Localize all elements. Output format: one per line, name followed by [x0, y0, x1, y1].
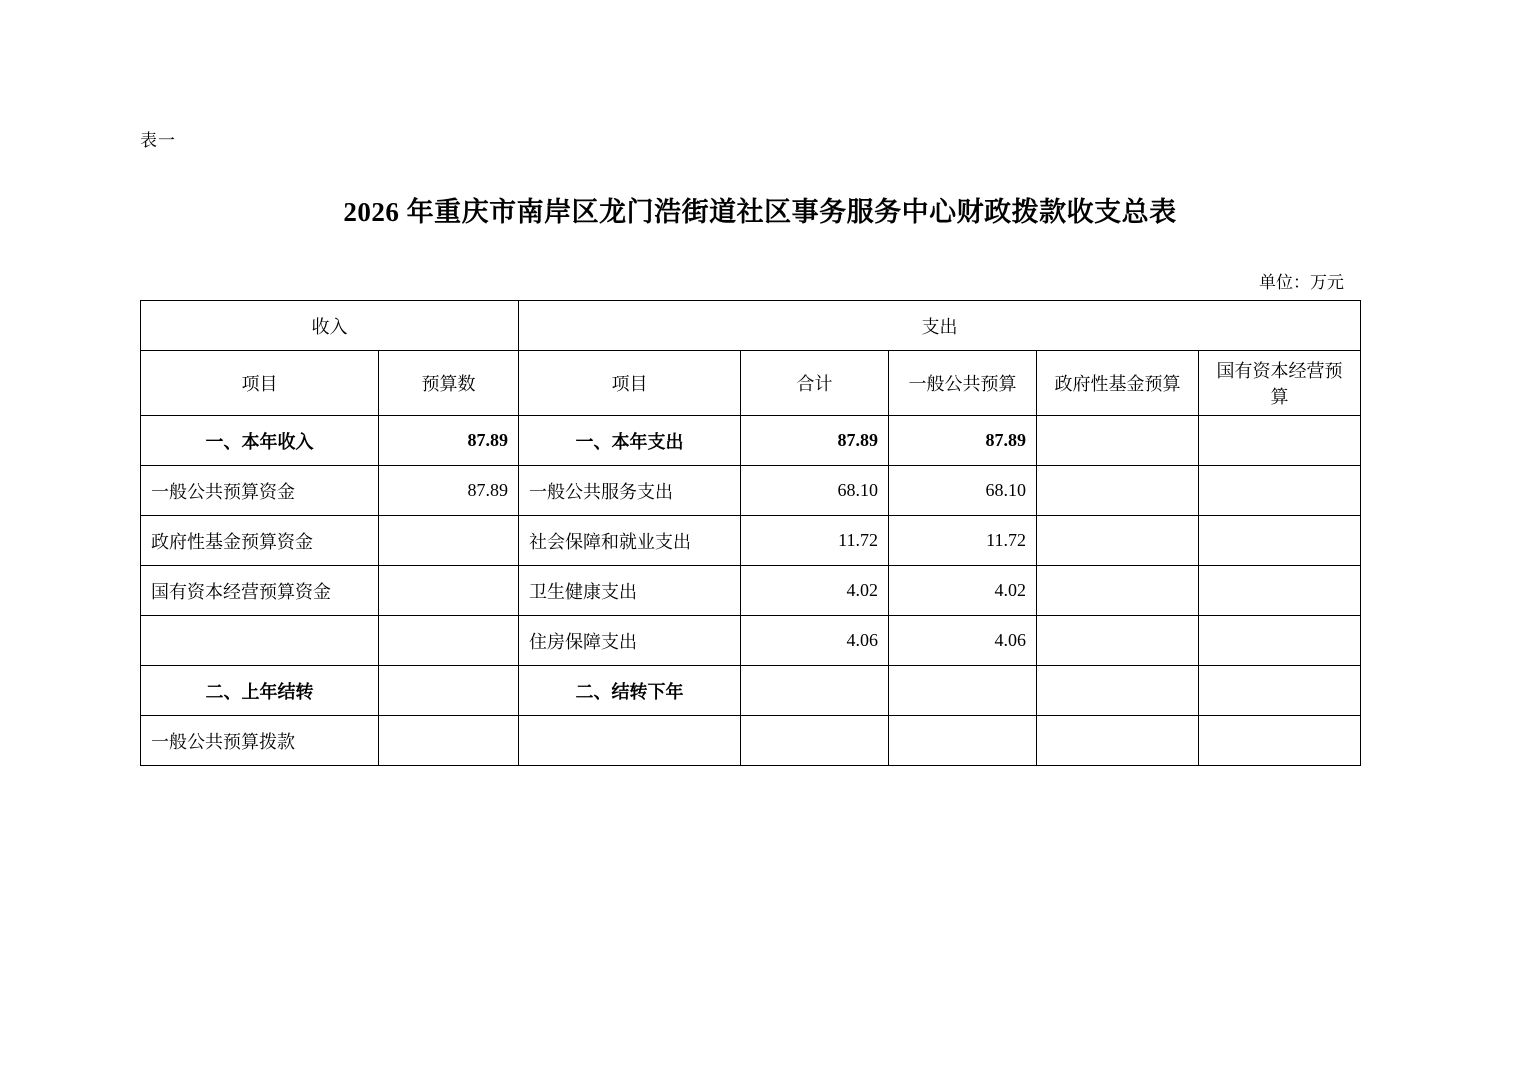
- table-row: [141, 416, 1361, 466]
- cell-income-item: 一、本年收入: [141, 416, 379, 466]
- column-header-exp-gov-fund: 政府性基金预算: [1037, 351, 1199, 416]
- cell-exp-state-capital: [1199, 716, 1361, 766]
- cell-exp-gov-fund: [1037, 566, 1199, 616]
- group-header-expenditure: 支出: [519, 301, 1361, 351]
- cell-exp-total: [741, 666, 889, 716]
- table-row: [141, 616, 1361, 666]
- table-column-header-row: [141, 351, 1361, 416]
- cell-exp-state-capital: [1199, 466, 1361, 516]
- cell-exp-item: 卫生健康支出: [519, 566, 741, 616]
- cell-exp-total: 11.72: [741, 516, 889, 566]
- budget-summary-table: [140, 300, 1361, 766]
- cell-exp-general-public: 11.72: [889, 516, 1037, 566]
- cell-exp-state-capital: [1199, 616, 1361, 666]
- cell-exp-state-capital: [1199, 516, 1361, 566]
- cell-income-item: 一般公共预算资金: [141, 466, 379, 516]
- cell-exp-gov-fund: [1037, 666, 1199, 716]
- cell-income-budget: 87.89: [379, 416, 519, 466]
- cell-income-budget: [379, 716, 519, 766]
- cell-income-budget: 87.89: [379, 466, 519, 516]
- cell-income-item: 一般公共预算拨款: [141, 716, 379, 766]
- cell-exp-general-public: 4.06: [889, 616, 1037, 666]
- cell-exp-item: 社会保障和就业支出: [519, 516, 741, 566]
- column-header-exp-state-capital: 国有资本经营预算: [1199, 351, 1361, 416]
- cell-exp-total: [741, 716, 889, 766]
- cell-exp-gov-fund: [1037, 716, 1199, 766]
- cell-exp-gov-fund: [1037, 466, 1199, 516]
- cell-exp-general-public: [889, 716, 1037, 766]
- cell-exp-item: 一般公共服务支出: [519, 466, 741, 516]
- group-header-income: 收入: [141, 301, 519, 351]
- cell-exp-item: 住房保障支出: [519, 616, 741, 666]
- cell-income-item: 二、上年结转: [141, 666, 379, 716]
- cell-exp-state-capital: [1199, 566, 1361, 616]
- column-header-exp-general-public: 一般公共预算: [889, 351, 1037, 416]
- cell-exp-total: 4.06: [741, 616, 889, 666]
- cell-exp-gov-fund: [1037, 616, 1199, 666]
- cell-income-budget: [379, 666, 519, 716]
- column-header-exp-total: 合计: [741, 351, 889, 416]
- cell-exp-item: [519, 716, 741, 766]
- column-header-income-item: 项目: [141, 351, 379, 416]
- cell-exp-gov-fund: [1037, 516, 1199, 566]
- table-row: [141, 566, 1361, 616]
- cell-exp-item: 一、本年支出: [519, 416, 741, 466]
- cell-exp-state-capital: [1199, 666, 1361, 716]
- cell-income-item: 国有资本经营预算资金: [141, 566, 379, 616]
- cell-exp-state-capital: [1199, 416, 1361, 466]
- unit-note: 单位：万元: [1259, 273, 1344, 292]
- page-title: 2026 年重庆市南岸区龙门浩街道社区事务服务中心财政拨款收支总表: [343, 197, 1177, 227]
- cell-exp-total: 87.89: [741, 416, 889, 466]
- cell-exp-gov-fund: [1037, 416, 1199, 466]
- sheet-label: 表一: [140, 131, 176, 150]
- cell-exp-general-public: 68.10: [889, 466, 1037, 516]
- cell-exp-item: 二、结转下年: [519, 666, 741, 716]
- cell-exp-total: 4.02: [741, 566, 889, 616]
- column-header-exp-item: 项目: [519, 351, 741, 416]
- column-header-income-budget: 预算数: [379, 351, 519, 416]
- table-row: [141, 716, 1361, 766]
- cell-exp-total: 68.10: [741, 466, 889, 516]
- cell-income-budget: [379, 566, 519, 616]
- cell-income-item: [141, 616, 379, 666]
- cell-exp-general-public: 4.02: [889, 566, 1037, 616]
- cell-exp-general-public: [889, 666, 1037, 716]
- table-group-header-row: [141, 301, 1361, 351]
- table-row: [141, 666, 1361, 716]
- cell-income-budget: [379, 516, 519, 566]
- cell-exp-general-public: 87.89: [889, 416, 1037, 466]
- table-row: [141, 466, 1361, 516]
- cell-income-budget: [379, 616, 519, 666]
- table-row: [141, 516, 1361, 566]
- cell-income-item: 政府性基金预算资金: [141, 516, 379, 566]
